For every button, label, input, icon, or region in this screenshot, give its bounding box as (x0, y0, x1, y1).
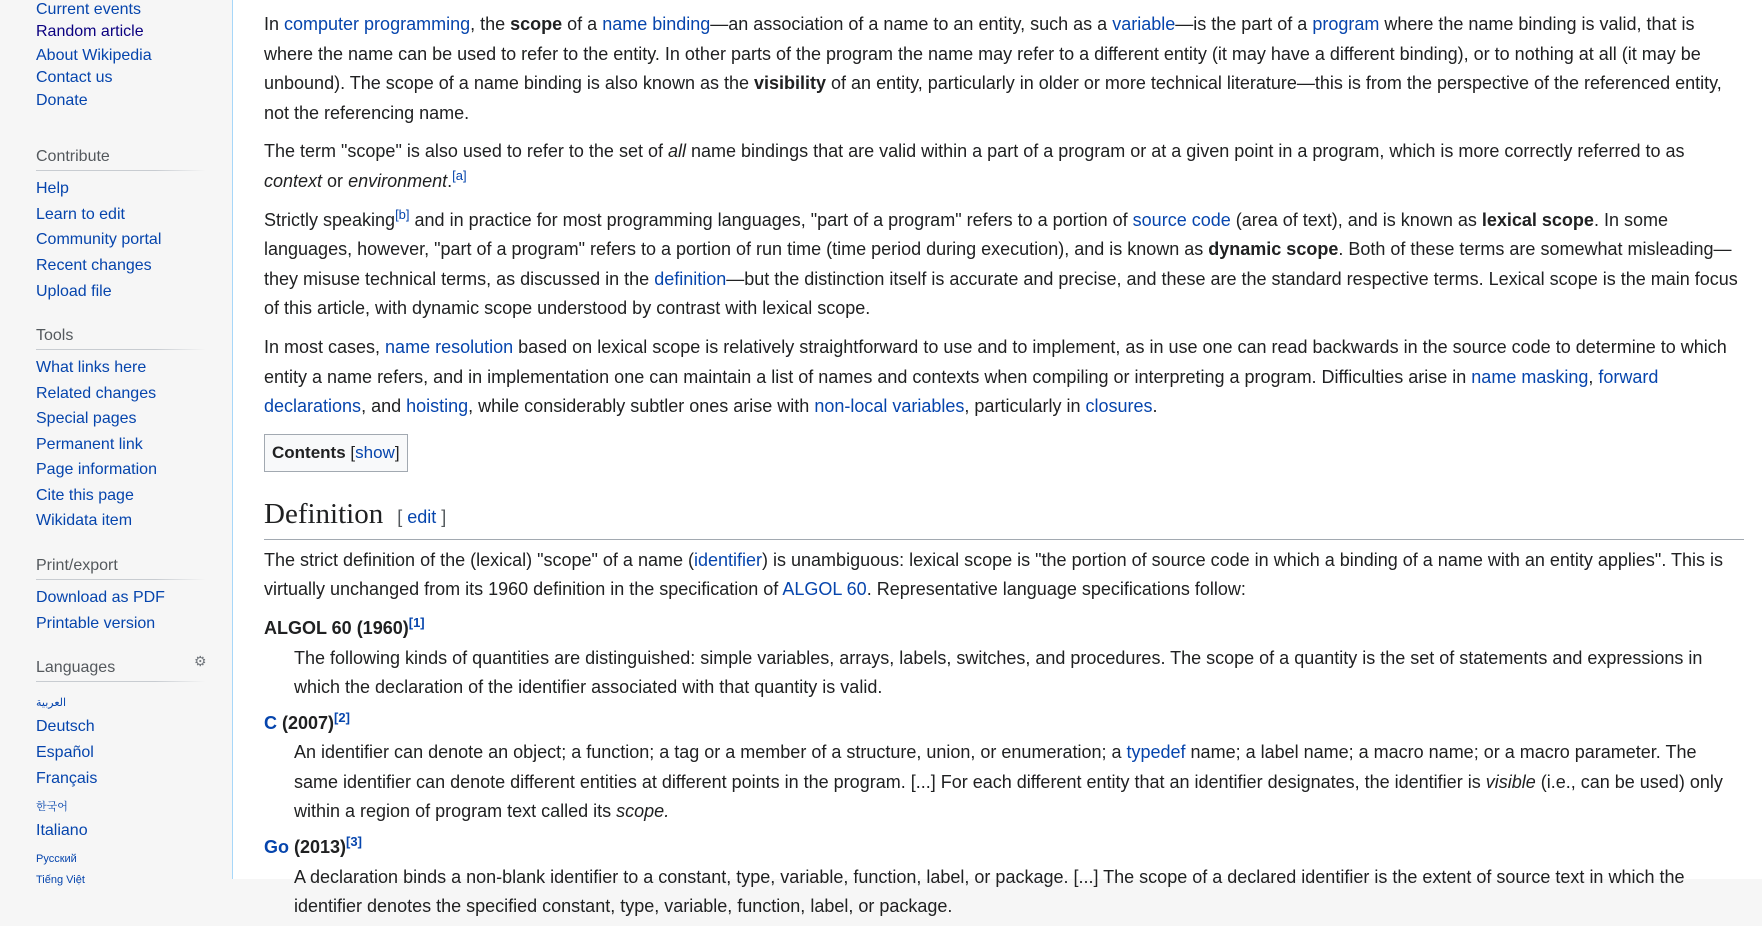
sidebar-heading-contribute: Contribute (36, 148, 110, 165)
paragraph-strictly-speaking: Strictly speaking[b] and in practice for most programming languages, "part of a program" refers to a portion of source code (area of text), and is known as lexical scope. In some languages, however, "part of a program" refers to a portion of run time (time period during execution), and is known as dynamic scope. Both of these terms are somewhat misleading—they misuse technical terms, as discussed in the definition—but the distinction itself is accurate and precise, and these are the standard respective terms. Lexical scope is the main focus of this article, with dynamic scope understood by contrast with lexical scope. (264, 206, 1738, 319)
quote-c: An identifier can denote an object; a function; a tag or a member of a structure, union, or enumeration; a typedef name; a label name; a macro name; or a macro parameter. The same identifier can denote different entities at different points in the program. [...] For each different entity that an identifier designates, the identifier is visible (i.e., can be used) only within a region of program text called its scope. (294, 742, 1723, 822)
spec-heading-algol: ALGOL 60 (1960)[1] (264, 614, 425, 638)
toc-show-toggle[interactable]: show (355, 442, 395, 462)
sidebar-item-random-article[interactable]: Random article (36, 23, 144, 40)
sidebar-heading-print-export: Print/export (36, 557, 118, 574)
sidebar-lang-vietnamese[interactable]: Tiếng Việt (36, 874, 85, 886)
sidebar-item-special-pages[interactable]: Special pages (36, 410, 137, 427)
link-definition[interactable]: definition (654, 268, 727, 289)
spec-heading-c: C (2007)[2] (264, 709, 350, 733)
link-computer-programming[interactable]: computer programming (284, 14, 471, 34)
link-name-binding[interactable]: name binding (602, 14, 711, 34)
sidebar-lang-francais[interactable]: Français (36, 770, 98, 787)
sidebar-item-current-events[interactable]: Current events (36, 1, 141, 18)
sidebar-item-learn-to-edit[interactable]: Learn to edit (36, 206, 125, 223)
quote-algol: The following kinds of quantities are distinguished: simple variables, arrays, labels, switches, and procedures. The scope of a quantity is the set of statements and expressions in which the declaration of the identifier associated with that quantity is valid. (294, 647, 1703, 698)
sidebar-item-about-wikipedia[interactable]: About Wikipedia (36, 47, 152, 64)
link-forward-declarations[interactable]: forward declarations (264, 366, 1659, 417)
sidebar-item-wikidata-item[interactable]: Wikidata item (36, 512, 133, 529)
paragraph-definition: The strict definition of the (lexical) "scope" of a name (identifier) is unambiguous: lexical scope is "the portion of source code in which a binding of a name with an entity applies". This is virtually unchanged from its 1960 definition in the specification of ALGOL 60. Representative language specifications follow: (264, 549, 1724, 600)
sidebar-lang-russian[interactable]: Русский (36, 853, 77, 865)
sidebar-item-contact-us[interactable]: Contact us (36, 69, 113, 86)
link-non-local-variables[interactable]: non-local variables (814, 396, 965, 417)
quote-go: A declaration binds a non-blank identifier to a constant, type, variable, function, label, or package. [...] The scope of a declared identifier is the extent of source text in which the identifier denotes the specified constant, type, variable, function, label, or package. (294, 866, 1685, 917)
section-title: Definition (264, 497, 384, 530)
sidebar-lang-italiano[interactable]: Italiano (36, 822, 88, 839)
link-source-code[interactable]: source code (1132, 209, 1231, 230)
link-hoisting[interactable]: hoisting (406, 396, 469, 417)
footnote-a[interactable]: [a] (452, 167, 467, 183)
sidebar-item-upload-file[interactable]: Upload file (36, 283, 112, 300)
sidebar-item-page-information[interactable]: Page information (36, 461, 157, 478)
link-identifier[interactable]: identifier (693, 549, 763, 570)
sidebar-divider (36, 170, 206, 171)
link-variable[interactable]: variable (1112, 14, 1176, 34)
link-name-resolution[interactable]: name resolution (385, 336, 514, 357)
sidebar-item-community-portal[interactable]: Community portal (36, 231, 162, 248)
link-c[interactable]: C (264, 712, 277, 733)
sidebar-item-help[interactable]: Help (36, 180, 69, 197)
section-heading-definition (264, 496, 1744, 540)
sidebar-item-permanent-link[interactable]: Permanent link (36, 436, 143, 453)
sidebar-lang-korean[interactable]: 한국어 (36, 801, 68, 813)
article-body (264, 10, 1744, 926)
paragraph-term-scope: The term "scope" is also used to refer to the set of all name bindings that are valid within a part of a program or at a given point in a program, which is more correctly referred to as context or environment.[a] (264, 141, 1685, 191)
link-name-masking[interactable]: name masking (1471, 366, 1589, 387)
sidebar-item-related-changes[interactable]: Related changes (36, 385, 157, 402)
sidebar-divider (36, 349, 206, 350)
sidebar-item-what-links-here[interactable]: What links here (36, 359, 147, 376)
link-closures[interactable]: closures (1085, 396, 1153, 417)
edit-section: [ edit ] (397, 506, 447, 527)
spec-heading-go: Go (2013)[3] (264, 834, 362, 858)
table-of-contents: Contents [show] (264, 434, 408, 472)
article-content (232, 0, 1762, 917)
reference-3[interactable]: [3] (346, 834, 362, 850)
footnote-b[interactable]: [b] (395, 206, 410, 222)
sidebar-item-printable-version[interactable]: Printable version (36, 615, 156, 632)
sidebar-lang-deutsch[interactable]: Deutsch (36, 718, 95, 735)
reference-1[interactable]: [1] (408, 614, 425, 630)
link-algol-60[interactable]: ALGOL 60 (782, 579, 867, 600)
gear-icon[interactable]: ⚙ (194, 653, 207, 669)
sidebar-divider (36, 681, 206, 682)
sidebar-heading-tools: Tools (36, 327, 74, 344)
link-go[interactable]: Go (264, 837, 289, 858)
sidebar-item-donate[interactable]: Donate (36, 92, 88, 109)
sidebar-item-cite-this-page[interactable]: Cite this page (36, 487, 134, 504)
sidebar-item-recent-changes[interactable]: Recent changes (36, 257, 152, 274)
toc-title: Contents (272, 442, 346, 462)
link-typedef[interactable]: typedef (1126, 742, 1186, 763)
sidebar (0, 0, 232, 886)
paragraph-intro: In computer programming, the scope of a name binding—an association of a name to an entity, such as a variable—is the part of a program where the name binding is valid, that is where the name can be used to refer to the entity. In other parts of the program the name may refer to a different entity (it may have a different binding), or to nothing at all (it may be unbound). The scope of a name binding is also known as the visibility of an entity, particularly in older or more technical literature—this is from the perspective of the referenced entity, not the referencing name. (264, 14, 1722, 123)
reference-2[interactable]: [2] (334, 709, 350, 725)
sidebar-lang-espanol[interactable]: Español (36, 744, 94, 761)
paragraph-most-cases: In most cases, name resolution based on lexical scope is relatively straightforward to use and to implement, as in use one can read backwards in the source code to determine to which entity a name refers, and in implementation one can maintain a list of names and contexts when compiling or interpreting a program. Difficulties arise in name masking, forward declarations, and hoisting, while considerably subtler ones arise with non-local variables, particularly in closures. (264, 336, 1727, 417)
sidebar-divider (36, 579, 206, 580)
sidebar-lang-arabic[interactable]: العربية (36, 697, 67, 709)
edit-link[interactable]: edit (407, 506, 437, 527)
sidebar-heading-languages: Languages (36, 659, 116, 676)
sidebar-item-download-pdf[interactable]: Download as PDF (36, 589, 165, 606)
link-program[interactable]: program (1312, 14, 1380, 34)
